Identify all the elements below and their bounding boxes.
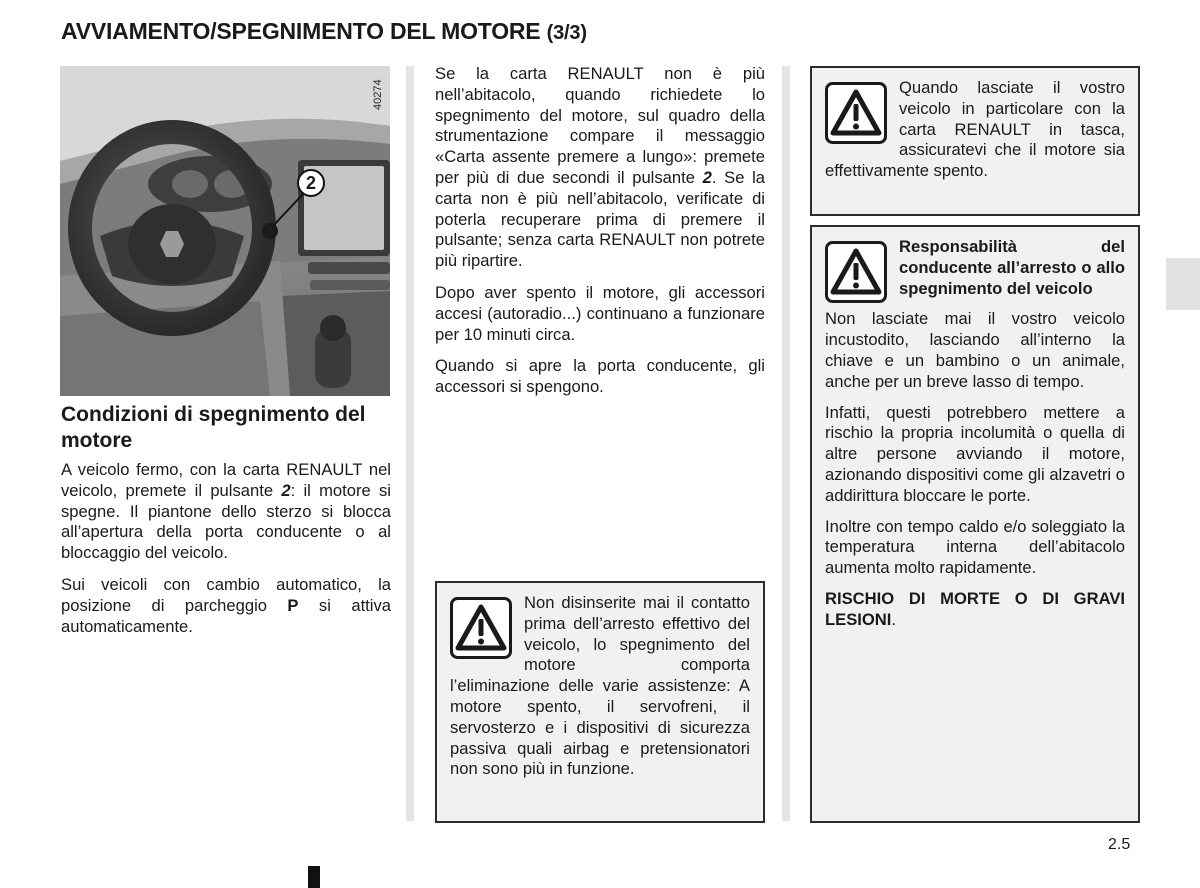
callout-2-marker: 2 — [297, 169, 325, 197]
warning-triangle-icon — [825, 82, 887, 144]
paragraph-door-opening: Quando si apre la porta conducente, gli accessori si spengono. — [435, 356, 765, 397]
warning-responsibility-p2: Infatti, questi potrebbero mettere a rischio la propria incolumità o quella di altre persone avviando il motore, azionando dispositivi come gli alzavetri o addirittura bloccare le porte. — [825, 402, 1125, 505]
warning-responsibility-heading: Responsabilità del conducente all’arresto o allo spegnimento del veicolo — [899, 237, 1125, 298]
paragraph-accessories: Dopo aver spento il motore, gli accessori accesi (autoradio...) continuano a funzionare per 10 minuti circa. — [435, 282, 765, 344]
column-2-text — [435, 64, 765, 409]
chapter-tab — [1166, 258, 1200, 310]
page-number: 2.5 — [1108, 836, 1131, 853]
cockpit-photo — [60, 66, 390, 396]
warning-triangle-icon — [825, 241, 887, 303]
column-divider-left — [406, 66, 414, 821]
warning-box-driver-responsibility — [810, 225, 1140, 823]
warning-triangle-icon — [450, 597, 512, 659]
warning-ignition-text: Non disinserite mai il contatto prima dell’arresto effettivo del veicolo, lo spegnimento del motore comporta l’eliminazione delle varie assistenze: A motore spento, il servofreni, il servosterzo e i dispositivi di sicurezza passiva quali airbag e pretensionatori non sono più in funzione. — [450, 593, 750, 779]
section-heading: Condizioni di spegnimento del motore — [61, 403, 366, 452]
warning-box-leaving-vehicle — [810, 66, 1140, 216]
page-title — [61, 18, 587, 45]
paragraph-stop-conditions: A veicolo fermo, con la carta RENAULT nel veicolo, premete il pulsante 2: il motore si spegne. Il piantone dello sterzo si blocca all’apertura della porta conducente o al bloccaggio del veicolo. — [61, 460, 391, 563]
warning-responsibility-p4: RISCHIO DI MORTE O DI GRAVI LESIONI. — [825, 588, 1125, 629]
paragraph-automatic-gearbox: Sui veicoli con cambio automatico, la posizione di parcheggio P si attiva automaticamente. — [61, 574, 391, 636]
column-1-text — [61, 460, 391, 648]
warning-responsibility-p1: Non lasciate mai il vostro veicolo incustodito, lasciando all’interno la chiave e un bambino o un animale, anche per un breve lasso di tempo. — [825, 309, 1125, 391]
warning-leaving-vehicle-text: Quando lasciate il vostro veicolo in particolare con la carta RENAULT in tasca, assicuratevi che il motore sia effettivamente spento. — [825, 78, 1125, 181]
warning-responsibility-p3: Inoltre con tempo caldo e/o soleggiato la temperatura interna dell’abitacolo aumenta molto rapidamente. — [825, 516, 1125, 578]
page-title-text: AVVIAMENTO/SPEGNIMENTO DEL MOTORE — [61, 18, 541, 44]
warning-box-ignition — [435, 581, 765, 823]
column-divider-right — [782, 66, 790, 821]
illustration-reference-code: 40274 — [372, 79, 384, 111]
cockpit-illustration — [60, 66, 390, 396]
page-title-suffix: (3/3) — [546, 22, 587, 44]
print-crop-mark — [308, 866, 320, 888]
paragraph-card-absent: Se la carta RENAULT non è più nell’abitacolo, quando richiedete lo spegnimento del motore, sul quadro della strumentazione compare il messaggio «Carta assente premere a lungo»: premete per più di due secondi il pulsante 2. Se la carta non è più nell’abitacolo, verificate di poterla recuperare prima di premere il pulsante; senza carta RENAULT non potrete più ripartire. — [435, 64, 765, 271]
